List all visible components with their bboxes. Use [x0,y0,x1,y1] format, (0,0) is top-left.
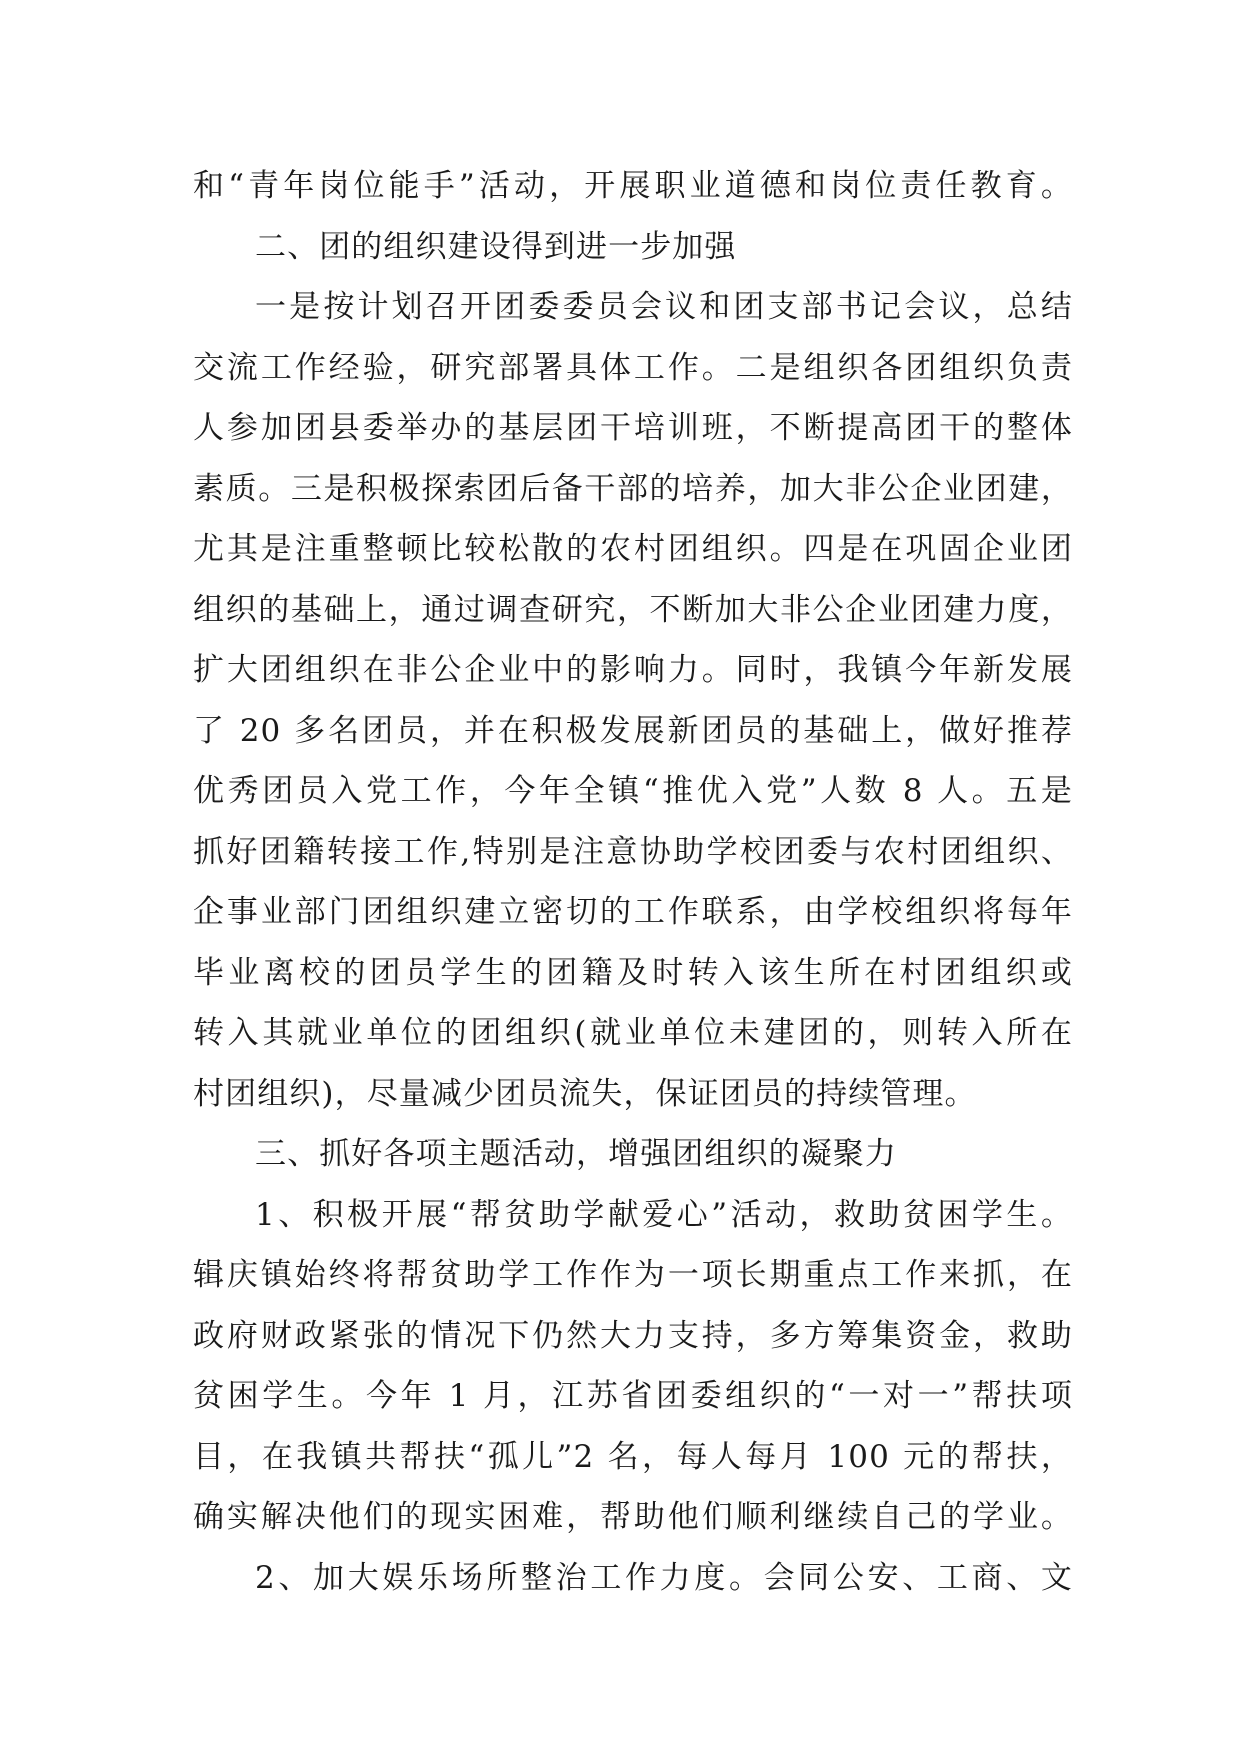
text-line: 扩大团组织在非公企业中的影响力。同时，我镇今年新发展 [193,652,1073,688]
text-line: 转入其就业单位的团组织(就业单位未建团的，则转入所在 [193,1015,1073,1051]
text-line: 目，在我镇共帮扶“孤儿”2 名，每人每月 100 元的帮扶， [193,1438,1073,1475]
text-line: 优秀团员入党工作，今年全镇“推优入党”人数 8 人。五是 [193,773,1073,809]
text-line: 贫困学生。今年 1 月，江苏省团委组织的“一对一”帮扶项 [193,1378,1073,1414]
text-line: 一是按计划召开团委委员会议和团支部书记会议，总结 [255,289,1073,325]
text-line: 辑庆镇始终将帮贫助学工作作为一项长期重点工作来抓，在 [193,1257,1073,1293]
text-line: 了 20 多名团员，并在积极发展新团员的基础上，做好推荐 [193,712,1073,749]
text-line: 尤其是注重整顿比较松散的农村团组织。四是在巩固企业团 [193,531,1073,567]
text-line: 村团组织)，尽量减少团员流失，保证团员的持续管理。 [193,1075,977,1112]
section-heading: 三、抓好各项主题活动，增强团组织的凝聚力 [255,1136,897,1172]
text-line: 政府财政紧张的情况下仍然大力支持，多方筹集资金，救助 [193,1317,1073,1354]
text-line: 抓好团籍转接工作,特别是注意协助学校团委与农村团组织、 [193,833,1073,870]
text-line: 1、积极开展“帮贫助学献爱心”活动，救助贫困学生。 [255,1196,1073,1233]
text-line: 交流工作经验，研究部署具体工作。二是组织各团组织负责 [193,349,1073,386]
text-line: 人参加团县委举办的基层团干培训班，不断提高团干的整体 [193,410,1073,446]
body-text [193,156,1073,1608]
text-line: 和“青年岗位能手”活动，开展职业道德和岗位责任教育。 [193,168,1073,204]
text-line: 毕业离校的团员学生的团籍及时转入该生所在村团组织或 [193,954,1073,991]
text-line: 确实解决他们的现实困难，帮助他们顺利继续自己的学业。 [193,1499,1073,1535]
text-line: 企事业部门团组织建立密切的工作联系，由学校组织将每年 [193,894,1073,930]
section-heading: 二、团的组织建设得到进一步加强 [255,228,737,265]
text-line: 组织的基础上，通过调查研究，不断加大非公企业团建力度， [193,591,1073,628]
text-line: 素质。三是积极探索团后备干部的培养，加大非公企业团建， [193,470,1073,507]
text-line: 2、加大娱乐场所整治工作力度。会同公安、工商、文 [255,1559,1073,1596]
